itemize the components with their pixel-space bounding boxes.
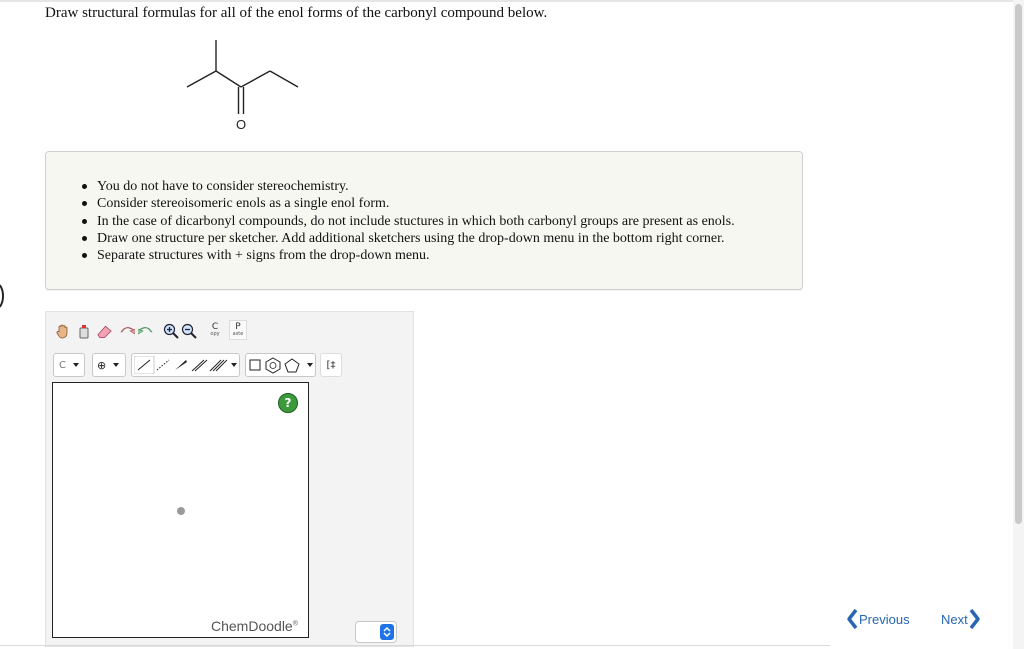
instructions-box <box>45 151 803 290</box>
previous-button[interactable] <box>846 608 910 630</box>
chevron-left-icon <box>846 608 858 630</box>
instructions-list <box>79 178 735 264</box>
instruction-item: Draw one structure per sketcher. Add additional sketchers using the drop-down menu in the bottom right corner. <box>79 230 735 247</box>
sketcher-count-stepper[interactable] <box>355 621 397 643</box>
stepper-chevron-icon[interactable] <box>380 624 394 640</box>
zoom-in-icon[interactable] <box>162 322 179 340</box>
canvas-cursor-dot <box>177 507 185 515</box>
chevron-right-icon <box>969 608 981 630</box>
copy-button[interactable] <box>206 320 224 340</box>
oxygen-label: O <box>235 117 247 132</box>
ring-dropdown[interactable] <box>245 353 316 377</box>
instruction-item: In the case of dicarbonyl compounds, do not include stuctures in which both carbonyl groups are present as enols. <box>79 213 735 230</box>
charge-dropdown[interactable] <box>92 353 126 377</box>
registered-mark: ® <box>292 620 298 628</box>
bracket-tool-button[interactable] <box>320 353 342 377</box>
bond-tools-icon <box>134 356 238 374</box>
drawing-canvas[interactable] <box>52 382 309 638</box>
next-label: Next <box>941 611 968 627</box>
brand-name: ChemDoodle <box>211 618 293 634</box>
bond-dropdown[interactable] <box>131 353 240 377</box>
instruction-item: Consider stereoisomeric enols as a single enol form. <box>79 195 735 212</box>
left-edge-arc <box>0 283 4 309</box>
bracket-label: [‡ <box>326 359 336 371</box>
next-button[interactable] <box>941 608 981 630</box>
carbonyl-structure <box>180 36 310 136</box>
instruction-item: You do not have to consider stereochemistry. <box>79 178 735 195</box>
top-border <box>0 0 1024 2</box>
paste-button[interactable] <box>229 320 247 340</box>
paste-sub-label: aste <box>232 331 244 337</box>
zoom-out-icon[interactable] <box>180 322 197 340</box>
question-text: Draw structural formulas for all of the enol forms of the carbonyl compound below. <box>45 5 548 21</box>
redo-icon[interactable] <box>137 322 154 340</box>
help-icon[interactable]: ? <box>278 393 298 413</box>
eraser-icon[interactable] <box>96 322 113 340</box>
chevron-down-icon <box>73 363 79 367</box>
ring-tools-icon <box>249 356 315 374</box>
undo-icon[interactable] <box>118 322 135 340</box>
instruction-item: Separate structures with + signs from the drop-down menu. <box>79 247 735 264</box>
copy-sub-label: opy <box>210 331 220 337</box>
scrollbar-thumb[interactable] <box>1015 4 1022 524</box>
clear-icon[interactable] <box>75 322 92 340</box>
chemdoodle-brand <box>211 618 298 634</box>
chevron-down-icon <box>113 363 119 367</box>
charge-icon: ⊕ <box>97 358 107 372</box>
element-value: C <box>59 359 66 371</box>
bottom-divider <box>0 645 830 646</box>
paste-label: P <box>235 322 241 332</box>
previous-label: Previous <box>859 611 910 627</box>
copy-label: C <box>211 322 219 332</box>
element-dropdown[interactable] <box>53 353 85 377</box>
hand-tool-icon[interactable] <box>54 322 71 340</box>
